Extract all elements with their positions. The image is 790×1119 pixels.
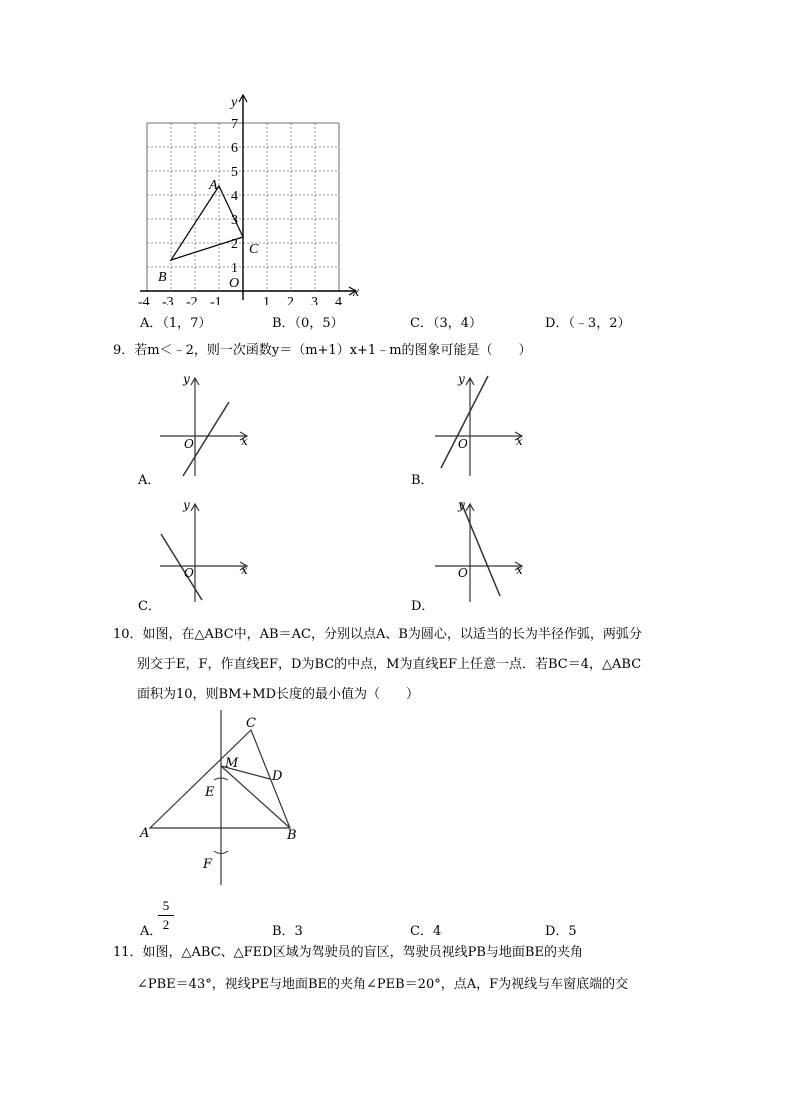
q8-y-tick-label: 3 xyxy=(231,213,238,228)
q10-line-1: 10．如图，在△ABC中，AB＝AC，分别以点A、B为圆心，以适当的长为半径作弧，两弧分 xyxy=(113,627,642,642)
q9-a-x-label: x xyxy=(241,434,248,448)
q8-point-label-b: B xyxy=(158,270,167,285)
q8-grid-figure xyxy=(130,90,370,305)
q8-x-tick-label: 1 xyxy=(263,295,270,305)
q8-x-tick-label: -1 xyxy=(210,295,222,305)
q10-fraction-bar xyxy=(158,915,174,916)
q8-x-tick-label: -2 xyxy=(186,295,198,305)
q9-c-origin: O xyxy=(184,566,194,580)
q10-option-b[interactable]: B．3 xyxy=(272,924,303,939)
q8-axes xyxy=(140,95,356,300)
q9-c-y-label: y xyxy=(183,498,190,512)
q8-y-tick-label: 1 xyxy=(231,261,238,276)
q10-fraction-denominator: 2 xyxy=(162,917,170,932)
q9-question-stem: 9．若m＜﹣2，则一次函数y＝（m+1）x+1﹣m的图象可能是（ ） xyxy=(113,343,532,358)
q9-graph-a xyxy=(155,368,255,480)
q10-label-c: C xyxy=(246,716,256,731)
q10-label-d: D xyxy=(272,769,283,784)
q9-graph-b xyxy=(430,368,530,480)
q8-x-tick-label: 2 xyxy=(287,295,294,305)
q10-option-a-fraction xyxy=(158,898,174,933)
q9-d-x-label: x xyxy=(516,563,523,577)
q11-line-2: ∠PBE＝43°，视线PE与地面BE的夹角∠PEB＝20°，点A，F为视线与车窗底端的交 xyxy=(137,977,629,992)
q8-option-b[interactable]: B．（0，5） xyxy=(272,316,344,331)
q9-c-x-label: x xyxy=(241,563,248,577)
q10-option-c[interactable]: C．4 xyxy=(410,924,442,939)
q10-label-f: F xyxy=(203,857,213,872)
q8-y-tick-label: 4 xyxy=(231,189,238,204)
q9-b-origin: O xyxy=(458,437,468,451)
q8-x-axis-label: x xyxy=(353,285,360,300)
q8-option-d[interactable]: D．（﹣3，2） xyxy=(545,316,631,331)
q10-fraction-numerator: 5 xyxy=(162,898,170,913)
q9-option-a[interactable]: A． xyxy=(138,473,161,488)
q8-x-tick-label: 4 xyxy=(335,295,342,305)
q8-point-label-a: A xyxy=(209,178,218,193)
q10-option-d[interactable]: D．5 xyxy=(545,924,577,939)
q9-a-y-label: y xyxy=(183,372,190,386)
q8-y-tick-label: 6 xyxy=(231,141,238,156)
q8-x-tick-label: 3 xyxy=(311,295,318,305)
q8-point-label-c: C xyxy=(249,242,259,257)
q9-graph-c xyxy=(155,494,255,606)
q8-y-axis-label: y xyxy=(231,95,238,110)
q8-y-tick-label: 5 xyxy=(231,165,238,180)
q10-option-a-prefix: A． xyxy=(140,924,163,939)
q8-y-tick-label: 7 xyxy=(231,117,238,132)
q9-graph-d xyxy=(430,494,530,606)
q9-option-c[interactable]: C． xyxy=(138,599,161,614)
q8-option-a[interactable]: A．（1，7） xyxy=(140,316,212,331)
q9-option-b[interactable]: B． xyxy=(411,473,434,488)
q10-label-b: B xyxy=(287,828,297,843)
q8-y-tick-label: 2 xyxy=(231,237,238,252)
q8-x-tick-label: -4 xyxy=(138,295,150,305)
q8-x-tick-label: -3 xyxy=(162,295,174,305)
q9-b-x-label: x xyxy=(516,434,523,448)
q10-label-a: A xyxy=(140,826,150,841)
q10-label-m: M xyxy=(225,756,239,771)
q8-origin-label: O xyxy=(229,276,240,291)
q10-line-2: 别交于E，F，作直线EF，D为BC的中点，M为直线EF上任意一点．若BC＝4，△ABC xyxy=(137,657,642,672)
q9-option-d[interactable]: D． xyxy=(411,599,435,614)
q10-label-e: E xyxy=(205,785,215,800)
q9-d-origin: O xyxy=(458,566,468,580)
q9-a-origin: O xyxy=(184,437,194,451)
q10-triangle-figure xyxy=(130,710,310,890)
q10-line-3: 面积为10，则BM+MD长度的最小值为（ ） xyxy=(137,687,420,702)
q11-line-1: 11．如图，△ABC、△FED区域为驾驶员的盲区，驾驶员视线PB与地面BE的夹角 xyxy=(113,945,583,960)
q8-option-c[interactable]: C．（3，4） xyxy=(410,316,482,331)
q9-b-y-label: y xyxy=(458,372,465,386)
q9-d-y-label: y xyxy=(458,498,465,512)
